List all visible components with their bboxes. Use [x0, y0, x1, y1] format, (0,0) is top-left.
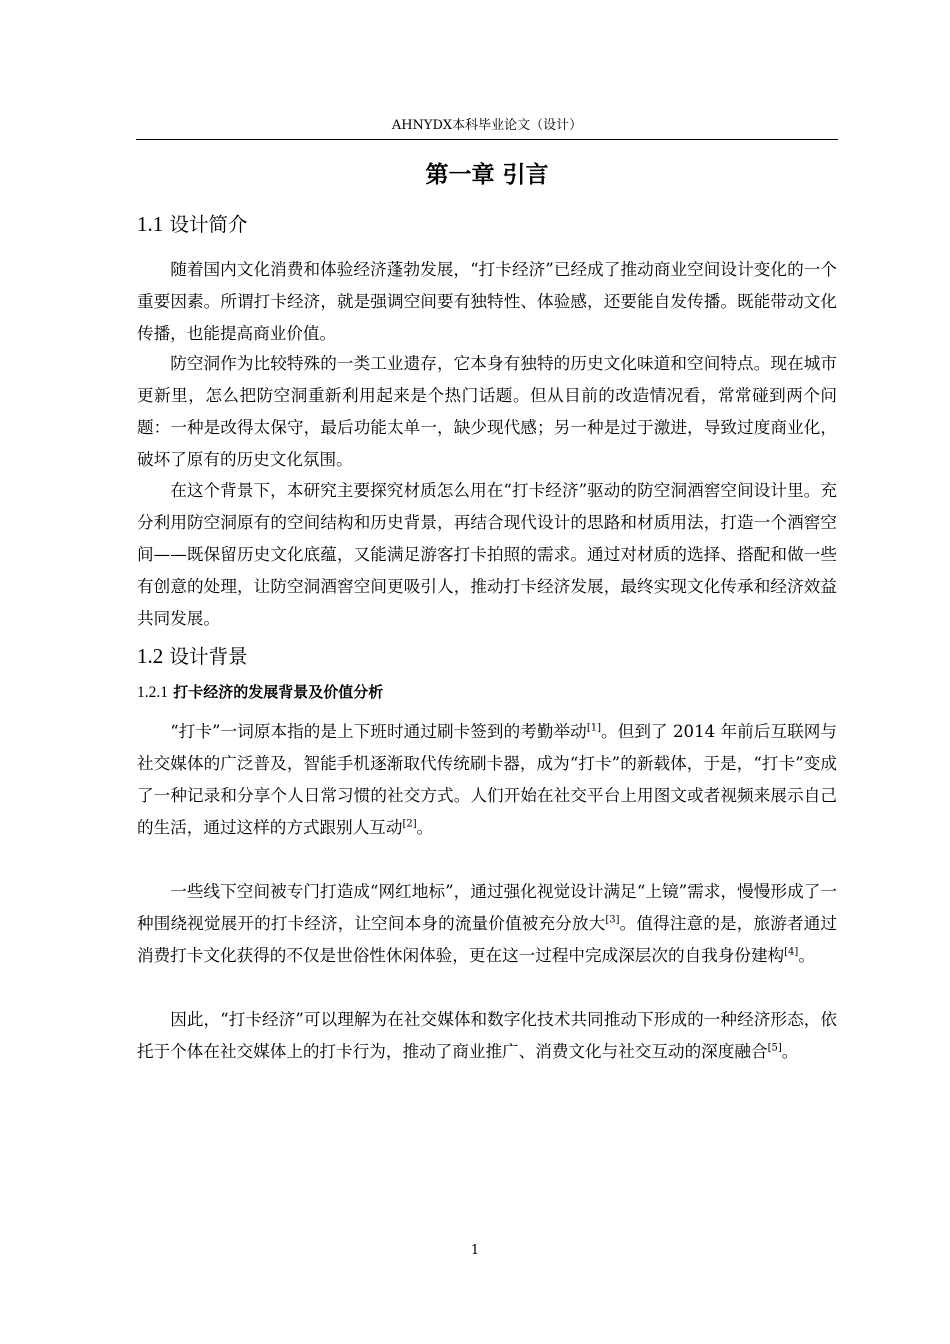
section-title: 设计简介 — [169, 213, 248, 236]
paragraph-5 — [137, 876, 837, 972]
text-run: 一些线下空间被专门打造成“网红地标”，通过强化视觉设计满足“上镜”需求，慢慢形成了一种围绕视觉展开的打卡经济，让空间本身的流量价值被充分放大 — [137, 882, 837, 933]
subsection-heading-1-2-1 — [137, 680, 383, 705]
text-run: “打卡”一词原本指的是上下班时通过刷卡签到的考勤举动 — [170, 722, 587, 741]
text-run: 。值得注意的是，旅游者通过消费打卡文化获得的不仅是世俗性休闲体验，更在这一过程中完成深层次的自我身份建构 — [137, 914, 838, 965]
section-heading-1-2 — [137, 642, 247, 671]
text-run: 。但到了 2014 年前后互联网与社交媒体的广泛普及，智能手机逐渐取代传统刷卡器，成为“打卡”的新载体，于是，“打卡”变成了一种记录和分享个人日常习惯的社交方式。人们开始在社交平台上用图文或者视频来展示自己的生活，通过这样的方式跟别人互动 — [137, 722, 837, 837]
section-heading-1-1 — [137, 210, 247, 239]
page-number: 1 — [470, 1243, 480, 1258]
citation-1: [1] — [586, 722, 601, 734]
citation-3: [3] — [605, 914, 620, 926]
citation-5: [5] — [767, 1042, 782, 1054]
running-header: AHNYDX本科毕业论文（设计） — [391, 118, 583, 133]
section-number: 1.2 — [137, 644, 164, 668]
paragraph-4 — [137, 716, 837, 844]
citation-4: [4] — [784, 946, 799, 958]
text-run: 。 — [798, 946, 815, 965]
paragraph-3: 在这个背景下，本研究主要探究材质怎么用在“打卡经济”驱动的防空洞酒窖空间设计里。充分利用防空洞原有的空间结构和历史背景，再结合现代设计的思路和材质用法，打造一个酒窖空间——既保留历史文化底蕴，又能满足游客打卡拍照的需求。通过对材质的选择、搭配和做一些有创意的处理，让防空洞酒窖空间更吸引人，推动打卡经济发展，最终实现文化传承和经济效益共同发展。 — [137, 481, 837, 628]
subsection-title: 打卡经济的发展背景及价值分析 — [173, 683, 384, 701]
citation-2: [2] — [402, 818, 417, 830]
paragraph-2: 防空洞作为比较特殊的一类工业遗存，它本身有独特的历史文化味道和空间特点。现在城市更新里，怎么把防空洞重新利用起来是个热门话题。但从目前的改造情况看，常常碰到两个问题：一种是改得太保守，最后功能太单一，缺少现代感；另一种是过于激进，导致过度商业化，破坏了原有的历史文化氛围。 — [137, 354, 837, 469]
section-number: 1.1 — [137, 212, 164, 236]
header-rule — [136, 139, 838, 140]
text-run: 。 — [781, 1042, 799, 1061]
paragraph-6 — [137, 1004, 837, 1068]
subsection-number: 1.2.1 — [137, 684, 168, 701]
text-run: 因此，“打卡经济”可以理解为在社交媒体和数字化技术共同推动下形成的一种经济形态，依托于个体在社交媒体上的打卡行为，推动了商业推广、消费文化与社交互动的深度融合 — [137, 1010, 837, 1061]
section-title: 设计背景 — [169, 645, 248, 668]
chapter-title: 第一章 引言 — [425, 162, 549, 188]
text-run: 。 — [416, 818, 434, 837]
paragraph-1: 随着国内文化消费和体验经济蓬勃发展，“打卡经济”已经成了推动商业空间设计变化的一个重要因素。所谓打卡经济，就是强调空间要有独特性、体验感，还要能自发传播。既能带动文化传播，也能提高商业价值。 — [137, 260, 837, 343]
